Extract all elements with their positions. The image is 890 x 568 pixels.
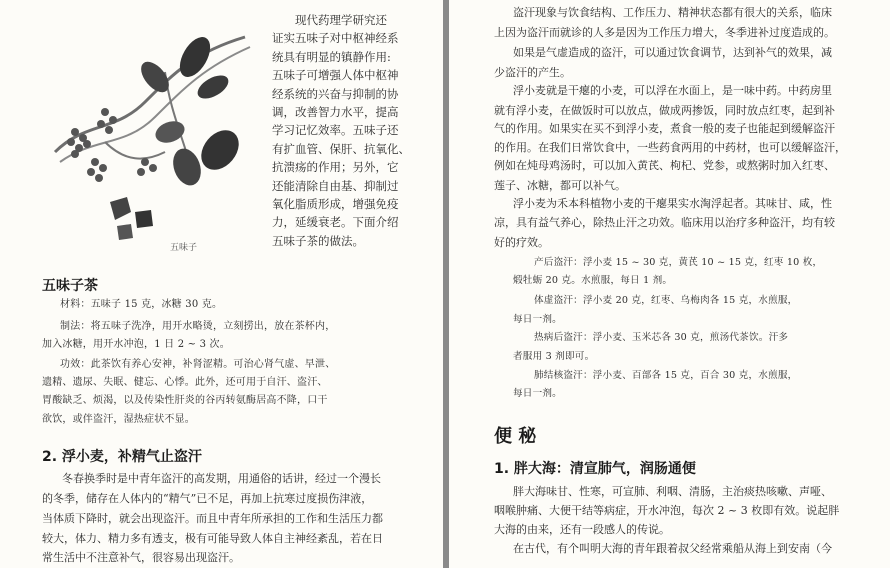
intro-line: 抗溃疡的作用；另外，它 — [272, 160, 399, 175]
intro-line: 还能清除自由基、抑制过 — [272, 178, 399, 193]
recipe-line: 每日一剂。 — [513, 388, 562, 399]
recipe-line: 热病后盗汗：浮小麦、玉米芯各 30 克，煎汤代茶饮。汗多 — [534, 332, 789, 343]
recipe-line: 煅牡蛎 20 克。水煎服，每日 1 剂。 — [513, 275, 673, 286]
right-page — [449, 0, 890, 568]
sweating-line: 如果是气虚造成的盗汗，可以通过饮食调节，达到补气的效果，减 — [513, 46, 832, 59]
sweating-line: 就有浮小麦，在做饭时可以放点，做成两掺饭，同时放点红枣，起到补 — [494, 104, 835, 117]
sweating-line: 上因为盗汗而就诊的人多是因为工作压力增大，冬季进补过度造成的。 — [494, 26, 835, 39]
intro-line: 五味子可增强人体中枢神 — [272, 68, 399, 83]
intro-line: 证实五味子对中枢神经系 — [272, 31, 399, 46]
pangdahai-line: 胖大海味甘、性寒，可宣肺、利咽、清肠，主治痰热咳嗽、声哑、 — [513, 485, 832, 498]
intro-line: 现代药理学研究还 — [295, 13, 387, 27]
constipation-heading: 便 秘 — [494, 426, 537, 447]
recipe-line: 者服用 3 剂即可。 — [513, 351, 595, 362]
left-page — [0, 0, 443, 568]
sweating-line: 好的疗效。 — [494, 236, 549, 249]
section-2-line: 常生活中不注意补气，很容易出现盗汗。 — [42, 551, 240, 564]
section-2-line: 的冬季，储存在人体内的“精气”已不足，再加上抗寒过度损伤津液， — [42, 492, 373, 505]
sweating-line: 凉，具有益气养心，除热止汗之功效。临床用以治疗多种盗汗，均有较 — [494, 216, 835, 229]
intro-line: 学习记忆效率。五味子还 — [272, 123, 399, 138]
intro-line: 五味子茶的做法。 — [272, 233, 364, 248]
schisandra-illustration — [45, 12, 255, 252]
sweating-line: 气的作用。如果实在买不到浮小麦，煮食一般的麦子也能起到缓解盗汗 — [494, 122, 835, 135]
recipe-line: 每日一剂。 — [513, 314, 562, 325]
recipe-line: 体虚盗汗：浮小麦 20 克，红枣、乌梅肉各 15 克，水煎服， — [534, 295, 798, 306]
intro-line: 力，延缓衰老。下面介绍 — [272, 215, 399, 230]
sweating-line: 浮小麦为禾本科植物小麦的干瘪果实水淘浮起者。其味甘、咸，性 — [513, 197, 832, 210]
section-2-line: 较大，体力、精力多有透支，极有可能导致人体自主神经紊乱，若在日 — [42, 532, 383, 545]
sweating-line: 例如在炖母鸡汤时，可以加入黄芪、枸杞、党参，或熬粥时加入红枣、 — [494, 159, 835, 172]
section-2-title: 2. 浮小麦，补精气止盗汗 — [42, 449, 202, 465]
recipe-line: 肺结核盗汗：浮小麦、百部各 15 克，百合 30 克，水煎服， — [534, 370, 798, 381]
tea-title: 五味子茶 — [42, 278, 98, 294]
illustration-caption: 五味子 — [170, 243, 198, 253]
tea-line: 加入冰糖，用开水冲泡，1 日 2 ~ 3 次。 — [42, 339, 230, 350]
section-2-line: 冬春换季时是中青年盗汗的高发期，用通俗的话讲，经过一个漫长 — [62, 472, 381, 485]
intro-line: 经系统的兴奋与抑制的协 — [272, 86, 399, 101]
tea-line: 胃酸缺乏、烦渴，以及传染性肝炎的谷丙转氨酶居高不降，口干 — [42, 395, 328, 406]
tea-line: 功效：此茶饮有养心安神，补肾涩精。可治心肾气虚、早泄、 — [60, 359, 336, 370]
sweating-line: 的作用。在我们日常饮食中，一些药食两用的中药材，也可以缓解盗汗， — [494, 141, 846, 154]
section-2-line: 当体质下降时，就会出现盗汗。而且中青年所承担的工作和生活压力都 — [42, 512, 383, 525]
tea-line: 欲饮，或伴盗汗，湿热症状不显。 — [42, 414, 195, 425]
pangdahai-title: 1. 胖大海：清宣肺气，润肠通便 — [494, 461, 696, 477]
pangdahai-line: 大海的由来，还有一段感人的传说。 — [494, 523, 670, 536]
recipe-line: 产后盗汗：浮小麦 15 ~ 30 克，黄芪 10 ~ 15 克，红枣 10 枚， — [534, 257, 823, 268]
intro-line: 氧化脂质形成，增强免疫 — [272, 197, 399, 211]
intro-line: 调，改善智力水平，提高 — [272, 105, 399, 119]
tea-line: 材料：五味子 15 克，冰糖 30 克。 — [60, 299, 223, 310]
intro-line: 有扩血管、保肝、抗氧化、 — [272, 141, 410, 156]
intro-line: 统具有明显的镇静作用: — [272, 49, 391, 64]
sweating-line: 浮小麦就是干瘪的小麦，可以浮在水面上，是一味中药。中药房里 — [513, 84, 832, 97]
pangdahai-line: 在古代，有个叫明大海的青年跟着叔父经常乘船从海上到安南（今 — [513, 542, 832, 555]
pangdahai-line: 咽喉肿痛、大便干结等病症，开水冲泡，每次 2 ~ 3 枚即有效。说起胖 — [494, 504, 840, 517]
sweating-line: 盗汗现象与饮食结构、工作压力、精神状态都有很大的关系，临床 — [513, 6, 832, 19]
tea-line: 遗精、遗尿、失眠、健忘、心悸。此外，还可用于自汗、盗汗、 — [42, 377, 328, 388]
tea-line: 制法：将五味子洗净，用开水略烫，立刻捞出，放在茶杯内， — [60, 321, 336, 332]
sweating-line: 莲子、冰糖，都可以补气。 — [494, 179, 626, 192]
sweating-line: 少盗汗的产生。 — [494, 66, 571, 79]
